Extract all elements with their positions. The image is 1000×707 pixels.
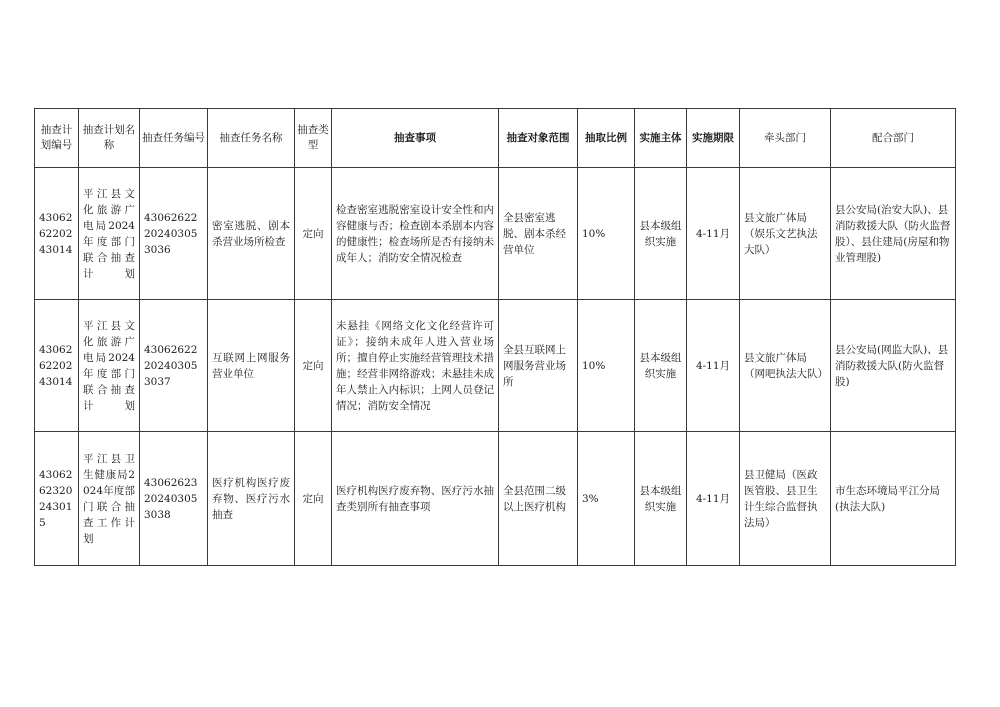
header-plan-no: 抽查计划编号 xyxy=(35,109,79,168)
period-cell: 4-11月 xyxy=(687,432,740,566)
header-items: 抽查事项 xyxy=(332,109,499,168)
type-cell: 定向 xyxy=(295,300,332,432)
header-scope: 抽查对象范围 xyxy=(499,109,578,168)
plan-name-cell: 平江县卫生健康局2024年度部门联合抽查工作计划 xyxy=(79,432,140,566)
period-cell: 4-11月 xyxy=(687,300,740,432)
task-no-cell: 43062622202403053036 xyxy=(140,168,208,300)
header-plan-name: 抽查计划名称 xyxy=(79,109,140,168)
ratio-cell: 10% xyxy=(578,300,635,432)
scope-cell: 全县密室逃脱、剧本杀经营单位 xyxy=(499,168,578,300)
task-name-cell: 互联网上网服务营业单位 xyxy=(208,300,295,432)
header-period: 实施期限 xyxy=(687,109,740,168)
header-ratio: 抽取比例 xyxy=(578,109,635,168)
type-cell: 定向 xyxy=(295,432,332,566)
lead-cell: 县文旅广体局（娱乐文艺执法大队） xyxy=(740,168,831,300)
inspection-plan-sheet xyxy=(34,108,955,566)
plan-name-cell: 平江县文化旅游广电局2024年度部门联合抽查计划 xyxy=(79,168,140,300)
items-cell: 医疗机构医疗废弃物、医疗污水抽查类别所有抽查事项 xyxy=(332,432,499,566)
table-row xyxy=(35,168,956,300)
inspection-plan-table xyxy=(34,108,956,566)
task-no-cell: 43062623202403053038 xyxy=(140,432,208,566)
task-name-cell: 密室逃脱、剧本杀营业场所检查 xyxy=(208,168,295,300)
header-subject: 实施主体 xyxy=(635,109,687,168)
subject-cell: 县本级组织实施 xyxy=(635,168,687,300)
assist-cell: 县公安局(网监大队)、县消防救援大队(防火监督股) xyxy=(831,300,956,432)
assist-cell: 县公安局(治安大队)、县消防救援大队（防火监督股）、县住建局(房屋和物业管理股) xyxy=(831,168,956,300)
header-task-no: 抽查任务编号 xyxy=(140,109,208,168)
period-cell: 4-11月 xyxy=(687,168,740,300)
subject-cell: 县本级组织实施 xyxy=(635,432,687,566)
ratio-cell: 10% xyxy=(578,168,635,300)
header-assist: 配合部门 xyxy=(831,109,956,168)
lead-cell: 县文旅广体局（网吧执法大队） xyxy=(740,300,831,432)
header-lead: 牵头部门 xyxy=(740,109,831,168)
scope-cell: 全县互联网上网服务营业场所 xyxy=(499,300,578,432)
type-cell: 定向 xyxy=(295,168,332,300)
plan-no-cell: 430626232024301 5 xyxy=(35,432,79,566)
plan-name-cell: 平江县文化旅游广电局2024年度部门联合抽查计划 xyxy=(79,300,140,432)
ratio-cell: 3% xyxy=(578,432,635,566)
header-row xyxy=(35,109,956,168)
plan-no-cell: 430626220243014 xyxy=(35,168,79,300)
assist-cell: 市生态环境局平江分局(执法大队) xyxy=(831,432,956,566)
header-task-name: 抽查任务名称 xyxy=(208,109,295,168)
header-type: 抽查类型 xyxy=(295,109,332,168)
items-cell: 未悬挂《网络文化文化经营许可证》；接纳未成年人进入营业场所；擅自停止实施经营管理技术措施；经营非网络游戏；未悬挂未成年人禁止入内标识；上网人员登记情况；消防安全情况 xyxy=(332,300,499,432)
plan-no-cell: 430626220243014 xyxy=(35,300,79,432)
task-name-cell: 医疗机构医疗废弃物、医疗污水抽查 xyxy=(208,432,295,566)
task-no-cell: 43062622202403053037 xyxy=(140,300,208,432)
scope-cell: 全县范围二级以上医疗机构 xyxy=(499,432,578,566)
lead-cell: 县卫健局（医政医管股、县卫生计生综合监督执法局） xyxy=(740,432,831,566)
items-cell: 检查密室逃脱密室设计安全性和内容健康与否；检查剧本杀剧本内容的健康性；检查场所是否有接纳未成年人；消防安全情况检查 xyxy=(332,168,499,300)
table-row xyxy=(35,300,956,432)
subject-cell: 县本级组织实施 xyxy=(635,300,687,432)
table-row xyxy=(35,432,956,566)
